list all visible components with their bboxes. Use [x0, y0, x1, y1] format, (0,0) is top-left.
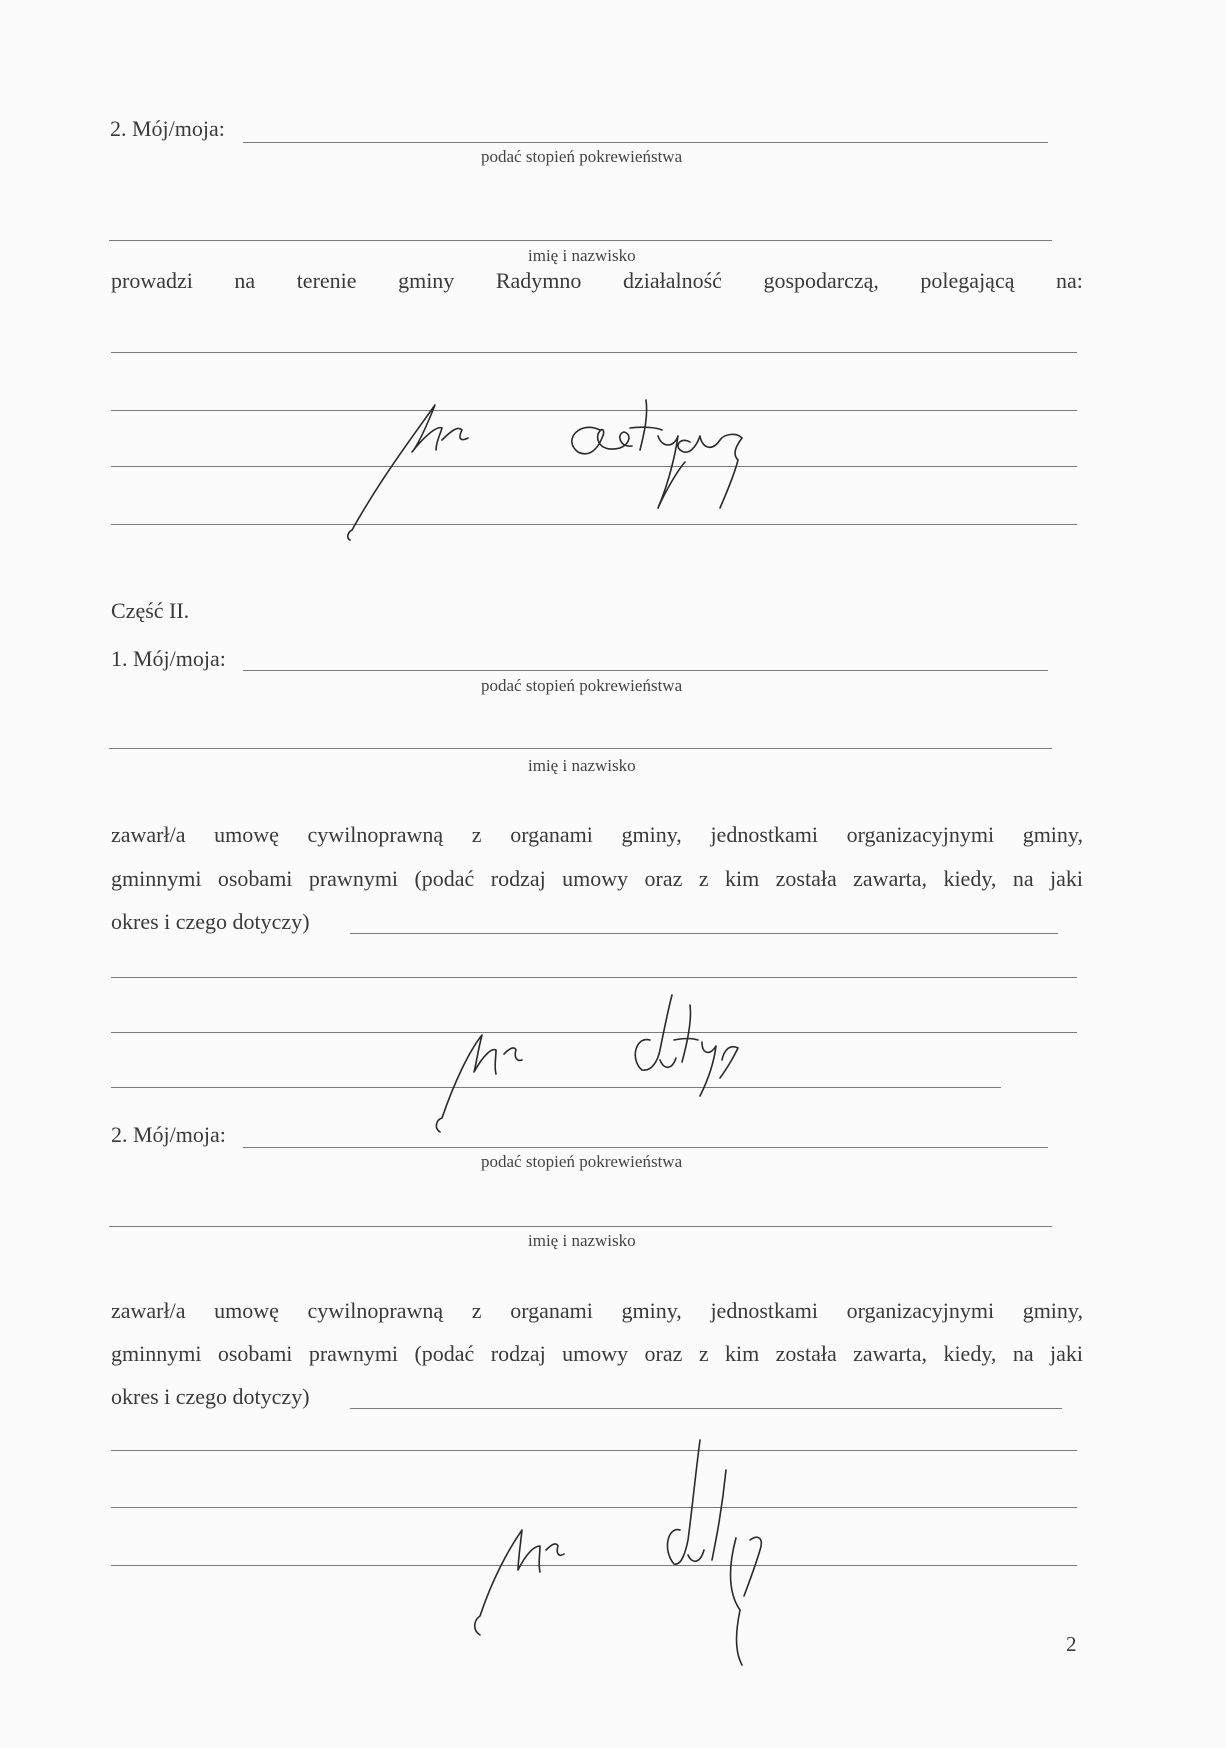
word: na — [234, 268, 256, 293]
word: prowadzi — [111, 268, 193, 293]
handwritten-note-1 — [340, 390, 800, 550]
contract-text-line: okres i czego dotyczy) — [111, 1384, 310, 1409]
activity-sentence — [111, 268, 1083, 294]
word: działalność — [622, 268, 722, 293]
relation-caption: podać stopień pokrewieństwa — [481, 147, 683, 166]
contract-text-line: zawarł/a umowę cywilnoprawną z organami gminy, jednostkami organizacyjnymi gminy, — [111, 822, 1083, 847]
contract-text-line: gminnymi osobami prawnymi (podać rodzaj umowy oraz z kim została zawarta, kiedy, na jaki — [111, 1341, 1083, 1366]
name-line — [109, 1226, 1052, 1227]
relation-caption: podać stopień pokrewieństwa — [481, 676, 683, 695]
answer-line — [350, 1408, 1062, 1409]
contract-text-line: zawarł/a umowę cywilnoprawną z organami gminy, jednostkami organizacyjnymi gminy, — [111, 1298, 1083, 1323]
name-caption: imię i nazwisko — [528, 1231, 636, 1250]
word: terenie — [296, 268, 357, 293]
name-line — [109, 748, 1052, 749]
relative-2-label: 2. Mój/moja: — [110, 116, 225, 141]
word: gminy — [398, 268, 455, 293]
relative-1-label: 1. Mój/moja: — [111, 646, 226, 671]
relation-caption: podać stopień pokrewieństwa — [481, 1152, 683, 1171]
name-caption: imię i nazwisko — [528, 756, 636, 775]
name-caption: imię i nazwisko — [528, 246, 636, 265]
answer-line — [350, 933, 1058, 934]
contract-text-line: okres i czego dotyczy) — [111, 909, 310, 934]
word: Radymno — [495, 268, 582, 293]
word: polegającą — [920, 268, 1015, 293]
relation-line — [243, 1147, 1048, 1148]
name-line — [109, 240, 1052, 241]
answer-line — [111, 977, 1077, 978]
page-number: 2 — [1066, 1632, 1077, 1656]
contract-text-line: gminnymi osobami prawnymi (podać rodzaj umowy oraz z kim została zawarta, kiedy, na jaki — [111, 866, 1083, 891]
handwritten-note-3 — [460, 1430, 820, 1670]
handwritten-note-2 — [420, 990, 780, 1140]
part2-heading: Część II. — [111, 598, 190, 623]
relation-line — [243, 670, 1048, 671]
word: na: — [1056, 268, 1083, 293]
relative-2-label: 2. Mój/moja: — [111, 1122, 226, 1147]
answer-line — [111, 352, 1077, 353]
relation-line — [243, 142, 1048, 143]
word: gospodarczą, — [763, 268, 879, 293]
